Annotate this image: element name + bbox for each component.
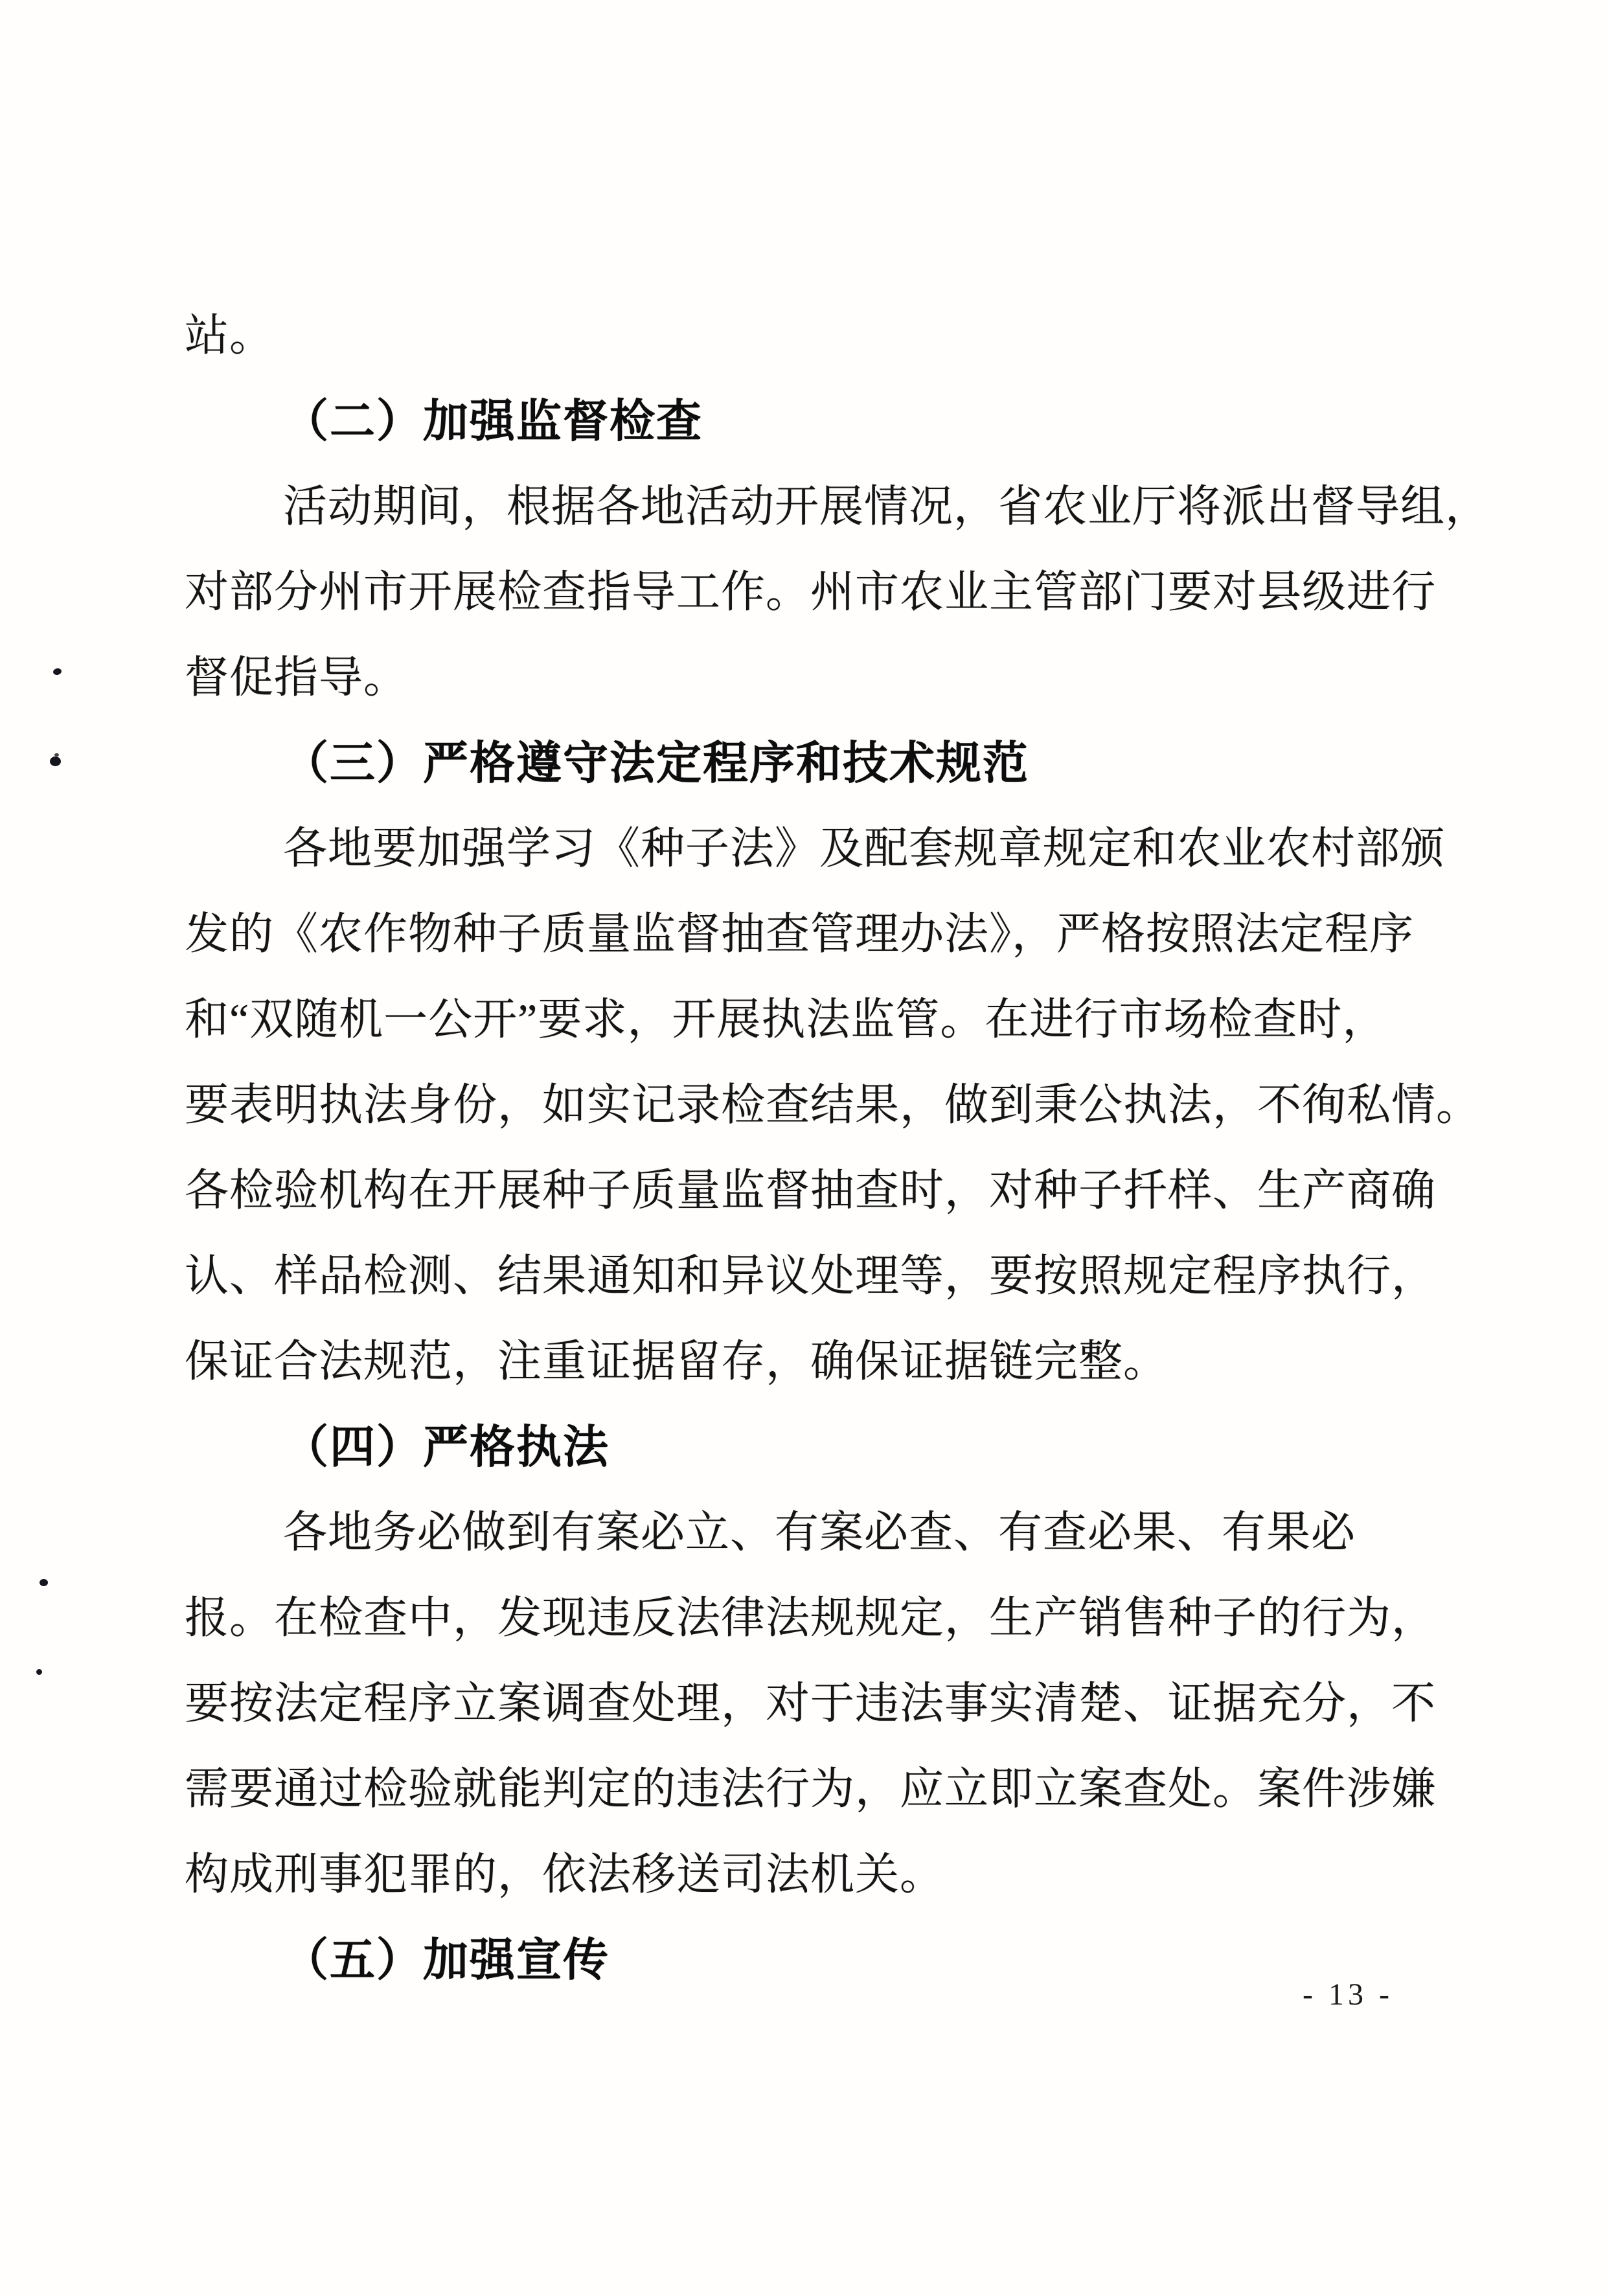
text-line: 发的《农作物种子质量监督抽查管理办法》，严格按照法定程序 (185, 909, 1415, 959)
section-heading-3: （三）严格遵守法定程序和技术规范 (283, 738, 1029, 788)
text-line: 督促指导。 (185, 653, 409, 702)
text-line: 认、样品检测、结果通知和异议处理等，要按照规定程序执行， (185, 1251, 1437, 1301)
text-line: 对部分州市开展检查指导工作。州市农业主管部门要对县级进行 (185, 567, 1437, 617)
text-line: 和“双随机一公开”要求，开展执法监管。在进行市场检查时， (185, 995, 1387, 1044)
ink-speck (36, 1669, 42, 1675)
ink-speck (40, 1579, 48, 1586)
page-number: - 13 - (1303, 1977, 1393, 2012)
text-line: 保证合法规范，注重证据留存，确保证据链完整。 (185, 1337, 1168, 1386)
text-line: 需要通过检验就能判定的违法行为，应立即立案查处。案件涉嫌 (185, 1764, 1437, 1813)
text-line: 站。 (185, 311, 275, 360)
document-body (185, 293, 1490, 2003)
ink-speck (50, 756, 61, 766)
text-line: 报。在检查中，发现违反法律法规规定，生产销售种子的行为， (185, 1593, 1437, 1642)
section-heading-2: （二）加强监督检查 (283, 396, 703, 446)
text-line: 各检验机构在开展种子质量监督抽查时，对种子扦样、生产商确 (185, 1166, 1437, 1215)
text-line: 构成刑事犯罪的，依法移送司法机关。 (185, 1850, 945, 1899)
text-line: 各地务必做到有案必立、有案必查、有查必果、有果必 (283, 1508, 1356, 1557)
ink-speck (52, 668, 62, 676)
text-line: 要表明执法身份，如实记录检查结果，做到秉公执法，不徇私情。 (185, 1080, 1481, 1130)
section-heading-4: （四）严格执法 (283, 1422, 610, 1472)
text-line: 活动期间，根据各地活动开展情况，省农业厅将派出督导组， (283, 482, 1490, 531)
text-line: 各地要加强学习《种子法》及配套规章规定和农业农村部颁 (283, 824, 1446, 873)
section-heading-5: （五）加强宣传 (283, 1935, 610, 1985)
text-line: 要按法定程序立案调查处理，对于违法事实清楚、证据充分，不 (185, 1679, 1437, 1728)
